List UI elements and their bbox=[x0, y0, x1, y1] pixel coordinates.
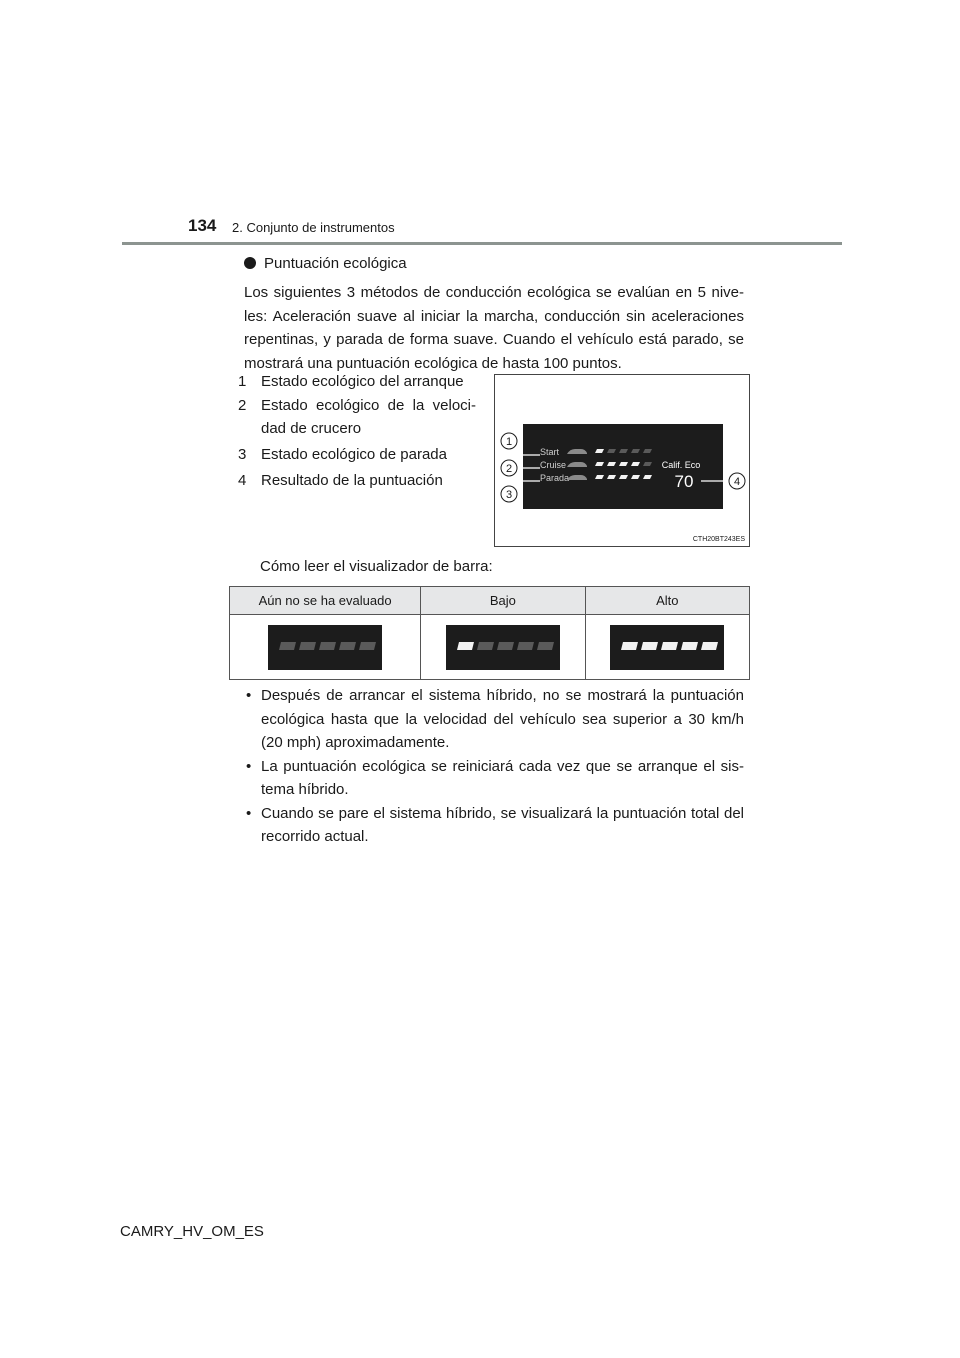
table-header-cell: Bajo bbox=[421, 587, 585, 615]
figure-code: CTH20BT243ES bbox=[692, 536, 745, 543]
list-item bbox=[238, 469, 476, 492]
bar-segment bbox=[641, 642, 658, 650]
item-text: Estado ecológico de parada bbox=[261, 446, 447, 463]
item-text: Estado ecológico de la veloci-dad de crucero bbox=[261, 397, 476, 437]
bullet-text: La puntuación ecológica se reiniciará cada vez que se arranque el sis-tema híbrido. bbox=[261, 757, 744, 798]
footer-code: CAMRY_HV_OM_ES bbox=[120, 1223, 264, 1240]
bar-segments bbox=[268, 625, 382, 670]
bar-segment bbox=[457, 642, 474, 650]
intro-paragraph: Los siguientes 3 métodos de conducción ecológica se evalúan en 5 nive-les: Aceleración suave al iniciar la marcha, conducción sin aceleraciones repentinas, y parada de forma suave. Cuando el vehículo está parado, se mostrará una puntuación ecológica de hasta 100 puntos. bbox=[244, 284, 744, 372]
list-item bbox=[238, 394, 476, 440]
bar-display-low bbox=[446, 625, 560, 670]
eco-display-illustration bbox=[495, 375, 749, 546]
table-row bbox=[230, 615, 750, 680]
bar-segment bbox=[681, 642, 698, 650]
score-label: Calif. Eco bbox=[661, 460, 701, 470]
bullet-icon: • bbox=[246, 757, 252, 775]
item-text: Estado ecológico del arranque bbox=[261, 373, 464, 390]
bar-segment bbox=[299, 642, 316, 650]
section-title: 2. Conjunto de instrumentos bbox=[232, 220, 395, 235]
bar-legend-table bbox=[229, 586, 750, 680]
bar-segment bbox=[319, 642, 336, 650]
bar-display-high bbox=[610, 625, 724, 670]
item-number: 1 bbox=[238, 373, 247, 390]
bar-caption: Cómo leer el visualizador de barra: bbox=[260, 558, 493, 575]
bar-display-not-evaluated bbox=[268, 625, 382, 670]
callout-number: 4 bbox=[733, 476, 741, 488]
table-cell bbox=[585, 615, 749, 680]
item-number: 4 bbox=[238, 472, 247, 489]
bar-segment bbox=[701, 642, 718, 650]
score-value: 70 bbox=[674, 472, 694, 491]
heading-text: Puntuación ecológica bbox=[264, 255, 407, 272]
bar-segment bbox=[517, 642, 534, 650]
list-item bbox=[244, 802, 744, 849]
list-item bbox=[238, 443, 476, 466]
bar-segments bbox=[610, 625, 724, 670]
callout-number: 3 bbox=[505, 489, 513, 501]
bar-segment bbox=[279, 642, 296, 650]
page-number: 134 bbox=[188, 216, 217, 235]
list-item bbox=[244, 755, 744, 802]
item-number: 3 bbox=[238, 446, 247, 463]
header-rule bbox=[122, 242, 842, 245]
list-item bbox=[238, 370, 476, 393]
eco-display-figure bbox=[494, 374, 750, 547]
bullet-text: Cuando se pare el sistema híbrido, se visualizará la puntuación total del recorrido actual. bbox=[261, 804, 744, 845]
list-item bbox=[244, 684, 744, 755]
row-label: Start bbox=[540, 447, 560, 457]
bullet-dot-icon bbox=[244, 257, 256, 269]
bar-segment bbox=[537, 642, 554, 650]
table-cell bbox=[421, 615, 585, 680]
notes-list bbox=[244, 684, 744, 849]
table-header-row bbox=[230, 587, 750, 615]
bar-segment bbox=[477, 642, 494, 650]
callout-number: 1 bbox=[505, 436, 513, 448]
item-text: Resultado de la puntuación bbox=[261, 472, 443, 489]
bar-segment bbox=[497, 642, 514, 650]
bar-segment bbox=[621, 642, 638, 650]
bar-segments bbox=[446, 625, 560, 670]
bullet-icon: • bbox=[246, 804, 252, 822]
heading bbox=[244, 255, 407, 272]
bullet-icon: • bbox=[246, 687, 252, 704]
table-cell bbox=[230, 615, 421, 680]
row-label: Cruise bbox=[540, 460, 567, 470]
bullet-text: Después de arrancar el sistema híbrido, no se mostrará la puntuación ecológica hasta que la velocidad del vehículo sea superior a 30 km/h (20 mph) aproximadamente. bbox=[261, 687, 744, 751]
item-number: 2 bbox=[238, 397, 247, 414]
bar-segment bbox=[661, 642, 678, 650]
bar-segment bbox=[359, 642, 376, 650]
callout-number: 2 bbox=[505, 463, 513, 475]
table-header-cell: Alto bbox=[585, 587, 749, 615]
row-label: Parada bbox=[540, 473, 570, 483]
bar-segment bbox=[339, 642, 356, 650]
table-header-cell: Aún no se ha evaluado bbox=[230, 587, 421, 615]
